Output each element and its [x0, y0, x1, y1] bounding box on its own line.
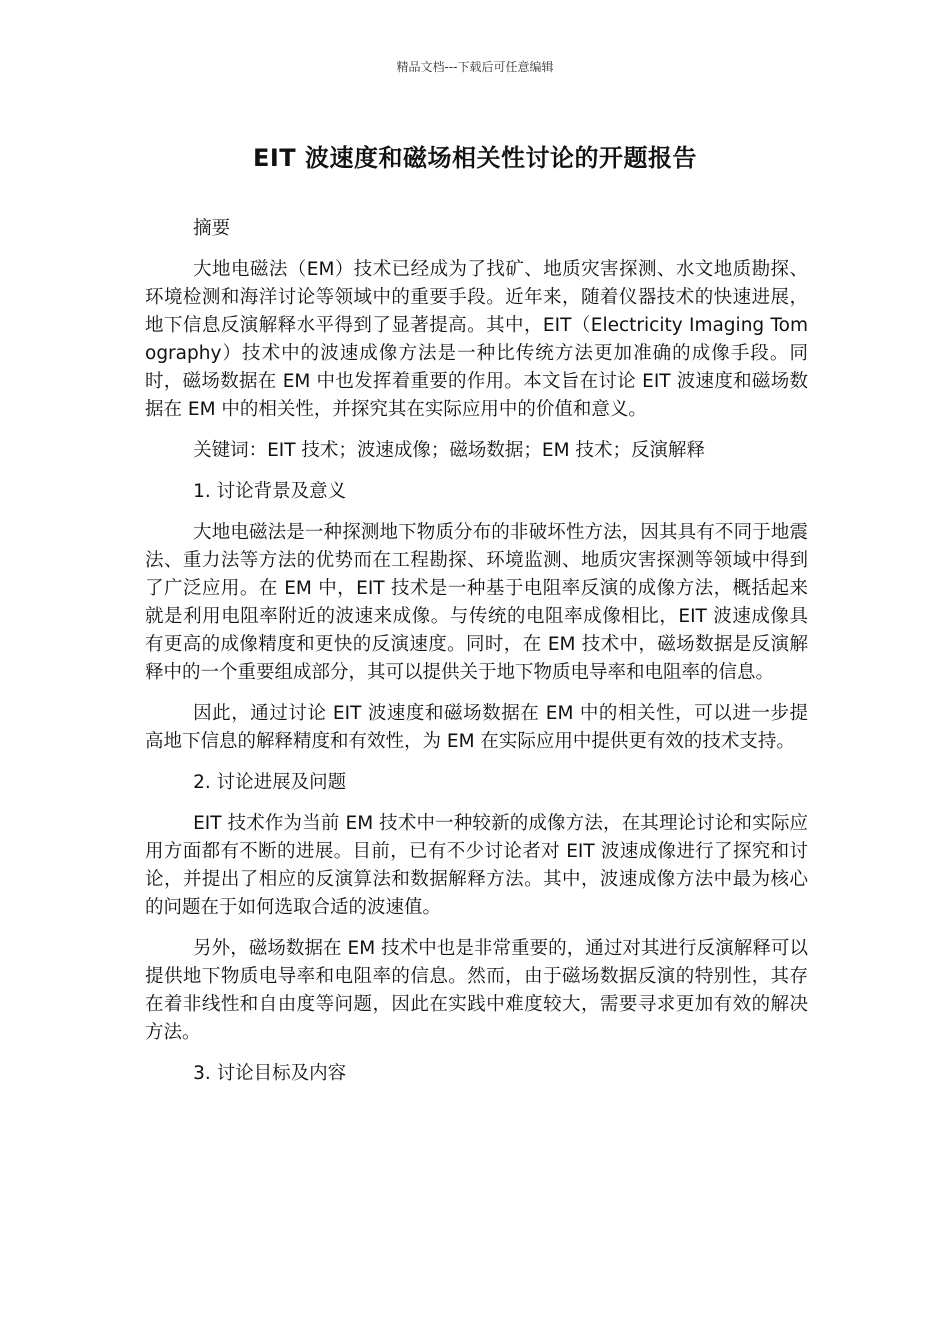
keywords-line: 关键词：EIT 技术；波速成像；磁场数据；EM 技术；反演解释: [193, 440, 705, 461]
document-body: [145, 215, 808, 1101]
section-2-heading: 2. 讨论进展及问题: [193, 772, 347, 793]
section-2-paragraph-2: 另外，磁场数据在 EM 技术中也是非常重要的，通过对其进行反演解释可以提供地下物质电导率和电阻率的信息。然而，由于磁场数据反演的特别性，其存在着非线性和自由度等问题，因此在实践中难度较大，需要寻求更加有效的解决方法。: [145, 938, 808, 1043]
section-1-paragraph-1: 大地电磁法是一种探测地下物质分布的非破坏性方法，因其具有不同于地震法、重力法等方法的优势而在工程勘探、环境监测、地质灾害探测等领域中得到了广泛应用。在 EM 中，EIT 技术是一种基于电阻率反演的成像方法，概括起来就是利用电阻率附近的波速来成像。与传统的电阻率成像相比，EIT 波速成像具有更高的成像精度和更快的反演速度。同时，在 EM 技术中，磁场数据是反演解释中的一个重要组成部分，其可以提供关于地下物质电导率和电阻率的信息。: [145, 522, 808, 683]
section-3-heading: 3. 讨论目标及内容: [193, 1063, 347, 1084]
document-title: EIT 波速度和磁场相关性讨论的开题报告: [252, 144, 698, 172]
header-note: 精品文档---下载后可任意编辑: [396, 60, 554, 74]
abstract-label: 摘要: [193, 218, 231, 239]
section-1-heading: 1. 讨论背景及意义: [193, 481, 347, 502]
section-2-paragraph-1: EIT 技术作为当前 EM 技术中一种较新的成像方法，在其理论讨论和实际应用方面都有不断的进展。目前，已有不少讨论者对 EIT 波速成像进行了探究和讨论，并提出了相应的反演算法和数据解释方法。其中，波速成像方法中最为核心的问题在于如何选取合适的波速值。: [145, 813, 808, 918]
abstract-paragraph: 大地电磁法（EM）技术已经成为了找矿、地质灾害探测、水文地质勘探、环境检测和海洋讨论等领域中的重要手段。近年来，随着仪器技术的快速进展，地下信息反演解释水平得到了显著提高。其中，EIT（Electricity Imaging Tomography）技术中的波速成像方法是一种比传统方法更加准确的成像手段。同时，磁场数据在 EM 中也发挥着重要的作用。本文旨在讨论 EIT 波速度和磁场数据在 EM 中的相关性，并探究其在实际应用中的价值和意义。: [145, 259, 808, 420]
section-1-paragraph-2: 因此，通过讨论 EIT 波速度和磁场数据在 EM 中的相关性，可以进一步提高地下信息的解释精度和有效性，为 EM 在实际应用中提供更有效的技术支持。: [145, 703, 808, 752]
